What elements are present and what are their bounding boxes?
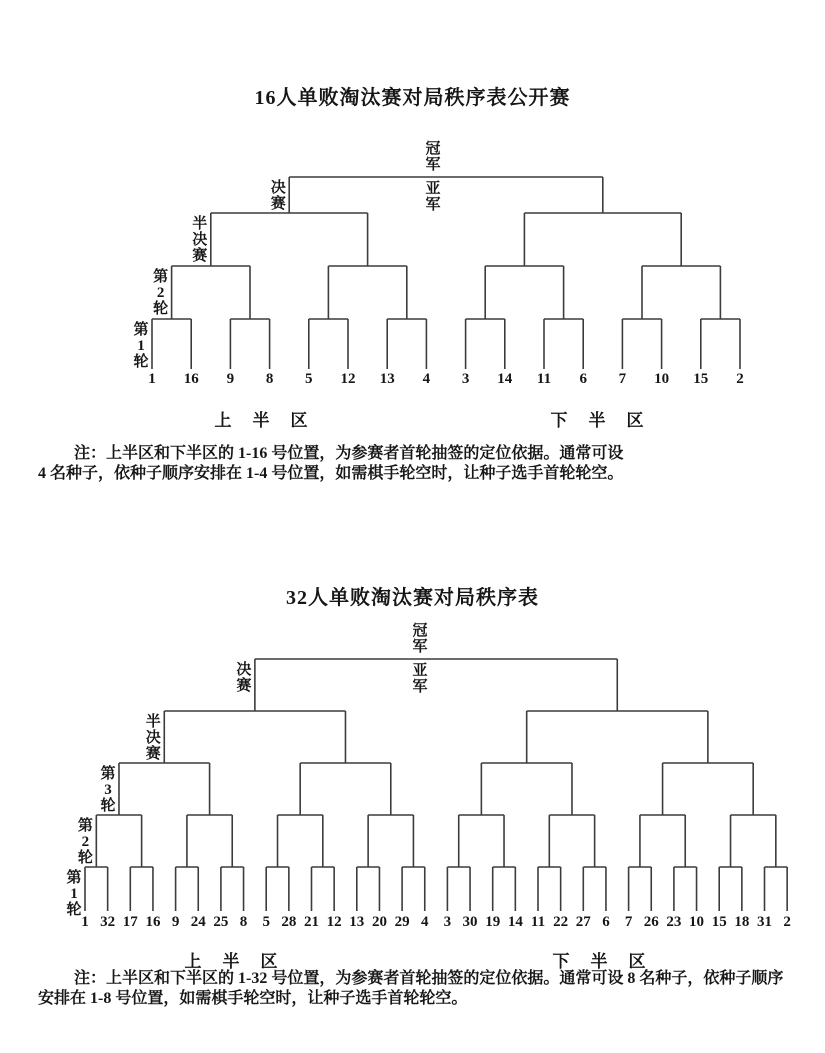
- champion-label: 军: [425, 157, 441, 173]
- round-label: 1: [70, 886, 78, 902]
- player-number: 18: [734, 914, 750, 930]
- round-label: 赛: [270, 196, 286, 212]
- round-label: 第: [133, 322, 149, 338]
- player-number: 8: [265, 371, 274, 387]
- player-number: 16: [183, 371, 199, 387]
- round-label: 轮: [77, 850, 93, 866]
- note-line: 4 名种子，依种子顺序安排在 1-4 号位置，如需棋手轮空时，让种子选手首轮轮空。: [38, 465, 624, 482]
- note-line: 注：上半区和下半区的 1-32 号位置，为参赛者首轮抽签的定位依据。通常可设 8 名种子，依种子顺序: [74, 970, 784, 987]
- player-number: 19: [485, 914, 501, 930]
- round-label: 第: [77, 818, 93, 834]
- player-number: 10: [654, 371, 670, 387]
- player-number: 23: [666, 914, 682, 930]
- note-32-player: [38, 969, 798, 1009]
- round-label: 半: [192, 216, 208, 232]
- round-label: 轮: [66, 902, 82, 918]
- player-number: 4: [421, 914, 429, 930]
- player-number: 3: [443, 914, 452, 930]
- player-number: 32: [100, 914, 116, 930]
- player-number: 5: [305, 371, 313, 387]
- note-line: 注：上半区和下半区的 1-16 号位置，为参赛者首轮抽签的定位依据。通常可设: [74, 445, 624, 462]
- player-number: 15: [711, 914, 727, 930]
- runner-up-label: 亚: [425, 181, 441, 197]
- player-number: 27: [575, 914, 591, 930]
- player-number: 28: [281, 914, 297, 930]
- player-number: 11: [536, 371, 552, 387]
- round-label: 第: [100, 766, 116, 782]
- round-label: 决: [270, 180, 286, 196]
- player-number: 24: [190, 914, 206, 930]
- player-number: 9: [226, 371, 235, 387]
- round-label: 决: [236, 662, 252, 678]
- lower-half-label-32: 下 半 区: [552, 952, 648, 971]
- round-label: 1: [137, 338, 145, 354]
- player-number: 20: [371, 914, 387, 930]
- player-number: 9: [171, 914, 180, 930]
- player-number: 2: [783, 914, 791, 930]
- player-number: 31: [757, 914, 772, 930]
- note-line: 安排在 1-8 号位置，如需棋手轮空时，让种子选手首轮轮空。: [38, 990, 468, 1007]
- round-label: 半: [145, 714, 161, 730]
- player-number: 30: [462, 914, 478, 930]
- bracket-32-diagram: [66, 622, 790, 930]
- player-number: 29: [394, 914, 410, 930]
- champion-label: 冠: [412, 623, 428, 639]
- player-number: 12: [340, 371, 356, 387]
- note-16-player: [38, 444, 798, 484]
- round-label: 决: [145, 730, 161, 746]
- player-number: 21: [304, 914, 319, 930]
- player-number: 15: [693, 371, 709, 387]
- round-label: 第: [66, 870, 82, 886]
- player-number: 5: [262, 914, 270, 930]
- title-16-player: 16人单败淘汰赛对局秩序表公开赛: [254, 87, 571, 109]
- round-label: 决: [192, 232, 208, 248]
- player-number: 11: [530, 914, 546, 930]
- player-number: 22: [553, 914, 569, 930]
- bracket-16-diagram: [133, 140, 743, 387]
- player-number: 2: [736, 371, 744, 387]
- round-label: 轮: [153, 301, 169, 317]
- player-number: 4: [422, 371, 431, 387]
- player-number: 1: [81, 914, 89, 930]
- player-number: 7: [618, 371, 627, 387]
- player-number: 6: [579, 371, 587, 387]
- round-label: 2: [156, 285, 165, 301]
- player-number: 14: [497, 371, 513, 387]
- runner-up-label: 军: [425, 197, 441, 213]
- champion-label: 军: [412, 639, 428, 655]
- player-number: 6: [602, 914, 610, 930]
- title-32-player: 32人单败淘汰赛对局秩序表: [286, 587, 539, 609]
- round-label: 赛: [145, 746, 161, 762]
- player-number: 26: [643, 914, 659, 930]
- round-label: 2: [81, 834, 90, 850]
- player-number: 12: [326, 914, 342, 930]
- player-number: 13: [379, 371, 395, 387]
- runner-up-label: 亚: [412, 663, 428, 679]
- runner-up-label: 军: [412, 679, 428, 695]
- player-number: 17: [122, 914, 138, 930]
- player-number: 16: [145, 914, 161, 930]
- player-number: 7: [624, 914, 633, 930]
- round-label: 3: [104, 782, 112, 798]
- player-number: 8: [239, 914, 248, 930]
- round-label: 轮: [100, 798, 116, 814]
- player-number: 10: [689, 914, 705, 930]
- round-label: 赛: [236, 678, 252, 694]
- player-number: 1: [148, 371, 156, 387]
- player-number: 13: [349, 914, 365, 930]
- player-number: 14: [507, 914, 523, 930]
- round-label: 第: [153, 269, 169, 285]
- player-number: 3: [461, 371, 470, 387]
- upper-half-label-16: 上 半 区: [214, 411, 310, 430]
- champion-label: 冠: [425, 141, 441, 157]
- round-label: 轮: [133, 354, 149, 370]
- upper-half-label-32: 上 半 区: [184, 952, 280, 971]
- lower-half-label-16: 下 半 区: [550, 411, 646, 430]
- round-label: 赛: [192, 248, 208, 264]
- player-number: 25: [213, 914, 229, 930]
